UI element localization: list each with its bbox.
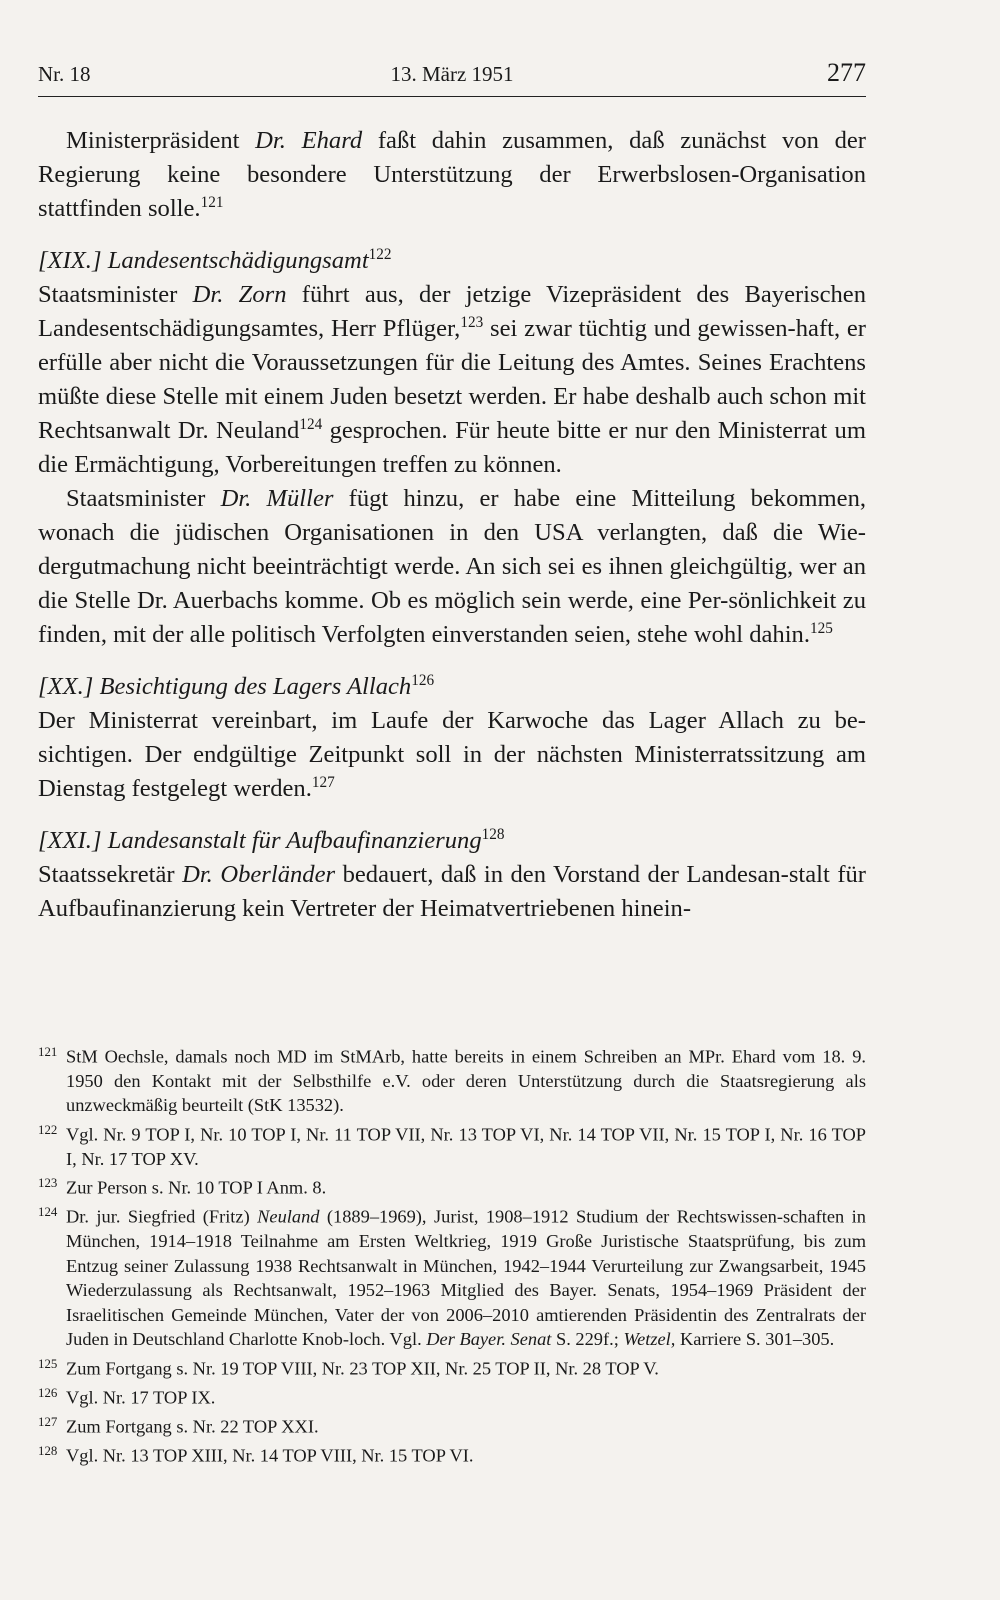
paragraph: Staatsminister Dr. Müller fügt hinzu, er habe eine Mitteilung bekommen, wonach die jüdischen Organisationen in den USA verlangten, daß die Wie-dergutmachung nicht beeinträchtigt werde. An sich sei es ihnen gleichgültig, wer an die Stelle Dr. Auerbachs komme. Ob es möglich sein werde, eine Per-sönlichkeit zu finden, mit der alle politisch Verfolgten einverstanden seien, stehe wohl dahin.$^{125}$ (38, 485, 867, 648)
session-date: 13. März 1951 (390, 62, 514, 86)
footnote-ref: 121 (200, 193, 224, 211)
document-number: Nr. 18 (38, 62, 91, 86)
footnote-124: 124 Dr. jur. Siegfried (Fritz) Neuland (1889–1969), Jurist, 1908–1912 Studium der Rechtswissen-schaften in München, 1914–1918 Teilnahme am Ersten Weltkrieg, 1919 Große Juristische Staatsprüfung, bis zum Entzug seiner Zulassung 1938 Rechtsanwalt in München, 1942–1944 Verurteilung zur Zwangsarbeit, 1945 Wiederzulassung als Rechtsanwalt, 1952–1963 Mitglied des Bayer. Senats, 1954–1969 Präsident der Israelitischen Gemeinde München, Vater der von 2006–2010 amtierenden Präsidentin des Zentralrats der Juden in Deutschland Charlotte Knob-loch. Vgl. Der Bayer. Senat S. 229f.; Wetzel, Karriere S. 301–305. (38, 1205, 866, 1350)
footnote-125: 125 Zum Fortgang s. Nr. 19 TOP VIII, Nr. 23 TOP XII, Nr. 25 TOP II, Nr. 28 TOP V. (38, 1356, 659, 1379)
section-heading-xxi: [XXI.] Landesanstalt für Aufbaufinanzierung$^{128}$ (38, 825, 505, 854)
paragraph: Staatsminister Dr. Zorn führt aus, der jetzige Vizepräsident des Bayerischen Landesentschädigungsamtes, Herr Pflüger,$^{123}$ sei zwar tüchtig und gewissen-haft, er erfülle aber nicht die Voraussetzungen für die Leitung des Amtes. Seines Erachtens müßte diese Stelle mit einem Juden besetzt werden. Er habe deshalb auch schon mit Rechtsanwalt Dr. Neuland$^{124}$ gesprochen. Für heute bitte er nur den Ministerrat um die Ermächtigung, Vorbereitungen treffen zu können. (38, 281, 867, 478)
footnote-ref: 128 (481, 825, 505, 843)
footnote-ref: 123 (460, 313, 484, 331)
footnote-ref: 126 (411, 671, 435, 689)
paragraph: Staatssekretär Dr. Oberländer bedauert, daß in den Vorstand der Landesan-stalt für Aufbaufinanzierung kein Vertreter der Heimatvertriebenen hinein- (38, 861, 866, 922)
paragraph: Ministerpräsident Dr. Ehard faßt dahin zusammen, daß zunächst von der Regierung keine besondere Unterstützung der Erwerbslosen-Organisation stattfinden solle.$^{121}$ (38, 127, 866, 222)
footnote-121: 121 StM Oechsle, damals noch MD im StMArb, hatte bereits in einem Schreiben an MPr. Ehard vom 18. 9. 1950 den Kontakt mit der Selbsthilfe e.V. oder deren Unterstützung durch die Staatsregierung als unzweckmäßig beurteilt (StK 13532). (38, 1045, 866, 1116)
footnote-123: 123 Zur Person s. Nr. 10 TOP I Anm. 8. (38, 1176, 327, 1198)
footnote-ref: 127 (311, 773, 335, 791)
footnote-ref: 122 (368, 245, 392, 263)
page-number: 277 (827, 58, 866, 87)
running-header (38, 60, 866, 97)
footnote-ref: 125 (810, 619, 833, 637)
footnotes (38, 1040, 866, 1468)
section-heading-xix: [XIX.] Landesentschädigungsamt$^{122}$ (38, 245, 392, 274)
footnote-127: 127 Zum Fortgang s. Nr. 22 TOP XXI. (38, 1414, 319, 1437)
main-text (38, 124, 866, 926)
section-heading-xx: [XX.] Besichtigung des Lagers Allach$^{126}$ (38, 671, 435, 700)
footnote-ref: 124 (299, 415, 323, 433)
footnote-122: 122 Vgl. Nr. 9 TOP I, Nr. 10 TOP I, Nr. 11 TOP VII, Nr. 13 TOP VI, Nr. 14 TOP VII, Nr. 15 TOP I, Nr. 16 TOP I, Nr. 17 TOP XV. (38, 1122, 866, 1169)
paragraph: Der Ministerrat vereinbart, im Laufe der Karwoche das Lager Allach zu be-sichtigen. Der endgültige Zeitpunkt soll in der nächsten Ministerratssitzung am Dienstag festgelegt werden.$^{127}$ (38, 707, 866, 802)
footnote-126: 126 Vgl. Nr. 17 TOP IX. (38, 1385, 216, 1408)
footnote-128: 128 Vgl. Nr. 13 TOP XIII, Nr. 14 TOP VIII, Nr. 15 TOP VI. (38, 1443, 474, 1465)
